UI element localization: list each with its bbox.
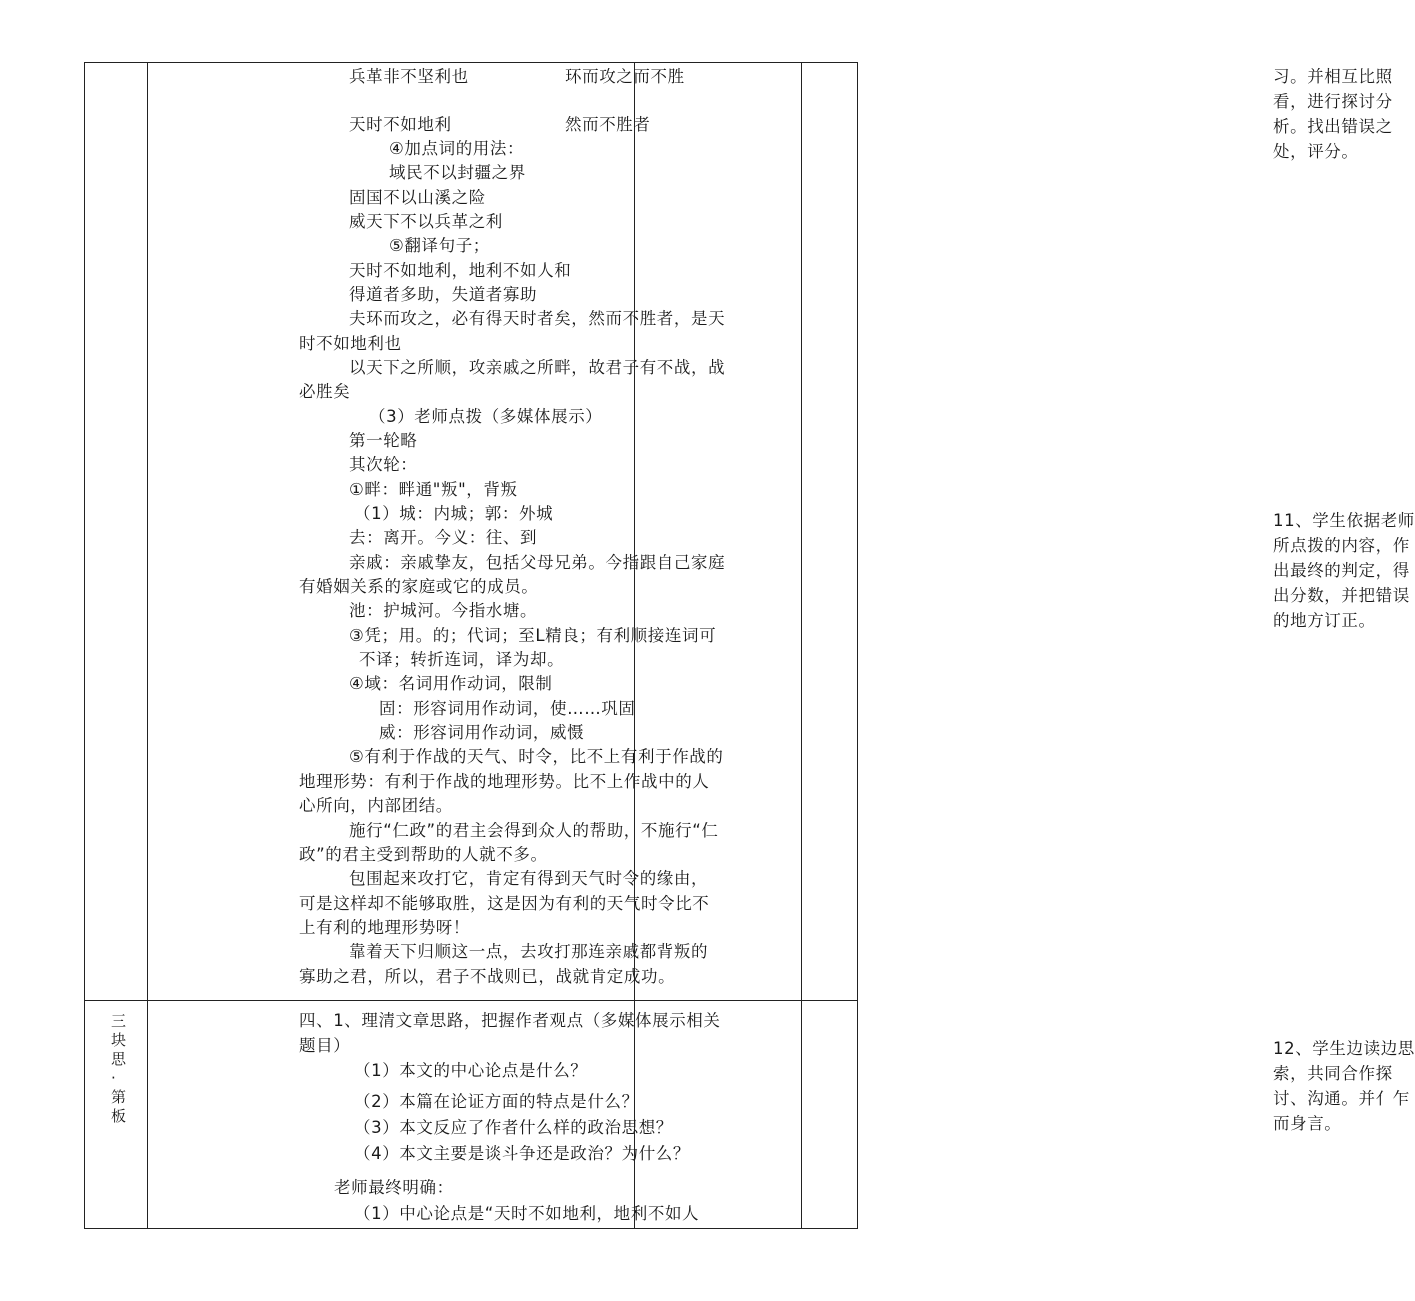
table-divider-1 (147, 62, 148, 1228)
text-line: 亲戚：亲戚挚友，包括父母兄弟。今指跟自己家庭 (349, 553, 726, 572)
table-row-divider (84, 1000, 858, 1001)
text-line: 不译；转折连词，译为却。 (359, 650, 565, 669)
text-line: （1）中心论点是“天时不如地利，地利不如人 (354, 1204, 700, 1223)
table-border-bottom (84, 1228, 858, 1229)
text-line: 去：离开。今义：往、到 (349, 528, 538, 547)
text-line: （4）本文主要是谈斗争还是政治？为什么？ (354, 1144, 690, 1163)
text-line: 讨、沟通。并亻乍 (1273, 1089, 1410, 1108)
text-line: ⑤有利于作战的天气、时令，比不上有利于作战的 (349, 747, 724, 766)
text-line: 看，进行探讨分 (1273, 92, 1393, 111)
text-line: 习。并相互比照 (1273, 67, 1393, 86)
text-line: 地理形势：有利于作战的地理形势。比不上作战中的人 (299, 772, 710, 791)
text-line: 寡助之君，所以，君子不战则已，战就肯定成功。 (299, 967, 676, 986)
text-line: ④域：名词用作动词，限制 (349, 674, 553, 693)
text-line: 心所向，内部团结。 (299, 796, 453, 815)
text-line: 以天下之所顺，攻亲戚之所畔，故君子有不战，战 (349, 358, 726, 377)
text-line: 环而攻之而不胜 (565, 67, 685, 86)
text-line: 其次轮： (349, 455, 418, 474)
table-border-left (84, 62, 85, 1228)
text-line: 第一轮略 (349, 431, 418, 450)
text-line: 可是这样却不能够取胜，这是因为有利的天气时令比不 (299, 894, 710, 913)
text-line: （1）本文的中心论点是什么？ (354, 1061, 588, 1080)
text-line: ④加点词的用法： (389, 139, 525, 158)
text-line: （1）城：内城；郭：外城 (354, 504, 554, 523)
text-line: 必胜矣 (299, 382, 351, 401)
text-line: ⑤翻译句子； (389, 236, 490, 255)
table-border-top (84, 62, 858, 63)
text-line: 兵革非不坚利也 (349, 67, 469, 86)
text-line: 然而不胜者 (565, 115, 651, 134)
text-line: 施行“仁政”的君主会得到众人的帮助，不施行“仁 (349, 821, 719, 840)
text-line: ③凭；用。的；代词；至L精良；有利顺接连词可 (349, 626, 717, 645)
text-line: 出最终的判定，得 (1273, 561, 1410, 580)
text-line: 得道者多助，失道者寡助 (349, 285, 538, 304)
text-line: 包围起来攻打它，肯定有得到天气时令的缘由， (349, 869, 709, 888)
text-line: 题目） (299, 1036, 351, 1055)
text-line: 上有利的地理形势呀！ (299, 918, 470, 937)
text-line: ①畔：畔通"叛"，背叛 (349, 480, 518, 499)
text-line: 天时不如地利，地利不如人和 (349, 261, 572, 280)
text-line: 析。找出错误之 (1273, 117, 1393, 136)
text-line: 12、学生边读边思 (1273, 1039, 1415, 1058)
text-line: 靠着天下归顺这一点，去攻打那连亲戚都背叛的 (349, 942, 709, 961)
section-side-label: 三块思·第板 (111, 1012, 127, 1125)
text-line: 四、1、理清文章思路，把握作者观点（多媒体展示相关 (299, 1011, 721, 1030)
text-line: 政”的君主受到帮助的人就不多。 (299, 845, 548, 864)
text-line: （3）老师点拨（多媒体展示） (369, 407, 603, 426)
text-line: 威：形容词用作动词，威慑 (379, 723, 585, 742)
text-line: 时不如地利也 (299, 334, 402, 353)
text-line: 的地方订正。 (1273, 611, 1376, 630)
text-line: （2）本篇在论证方面的特点是什么？ (354, 1092, 639, 1111)
text-line: 索，共同合作探 (1273, 1064, 1393, 1083)
table-divider-3 (801, 62, 802, 1228)
text-line: （3）本文反应了作者什么样的政治思想？ (354, 1118, 673, 1137)
table-border-right (857, 62, 858, 1228)
text-line: 有婚姻关系的家庭或它的成员。 (299, 577, 539, 596)
text-line: 固：形容词用作动词，使……巩固 (379, 699, 636, 718)
text-line: 域民不以封疆之界 (389, 163, 526, 182)
text-line: 处，评分。 (1273, 142, 1359, 161)
text-line: 固国不以山溪之险 (349, 188, 486, 207)
text-line: 威天下不以兵革之利 (349, 212, 503, 231)
text-line: 老师最终明确： (334, 1178, 454, 1197)
text-line: 天时不如地利 (349, 115, 452, 134)
text-line: 而身言。 (1273, 1114, 1342, 1133)
text-line: 出分数，并把错误 (1273, 586, 1410, 605)
text-line: 11、学生依据老师 (1273, 511, 1415, 530)
text-line: 池：护城河。今指水塘。 (349, 601, 538, 620)
text-line: 所点拨的内容，作 (1273, 536, 1410, 555)
text-line: 夫环而攻之，必有得天时者矣，然而不胜者，是天 (349, 309, 726, 328)
